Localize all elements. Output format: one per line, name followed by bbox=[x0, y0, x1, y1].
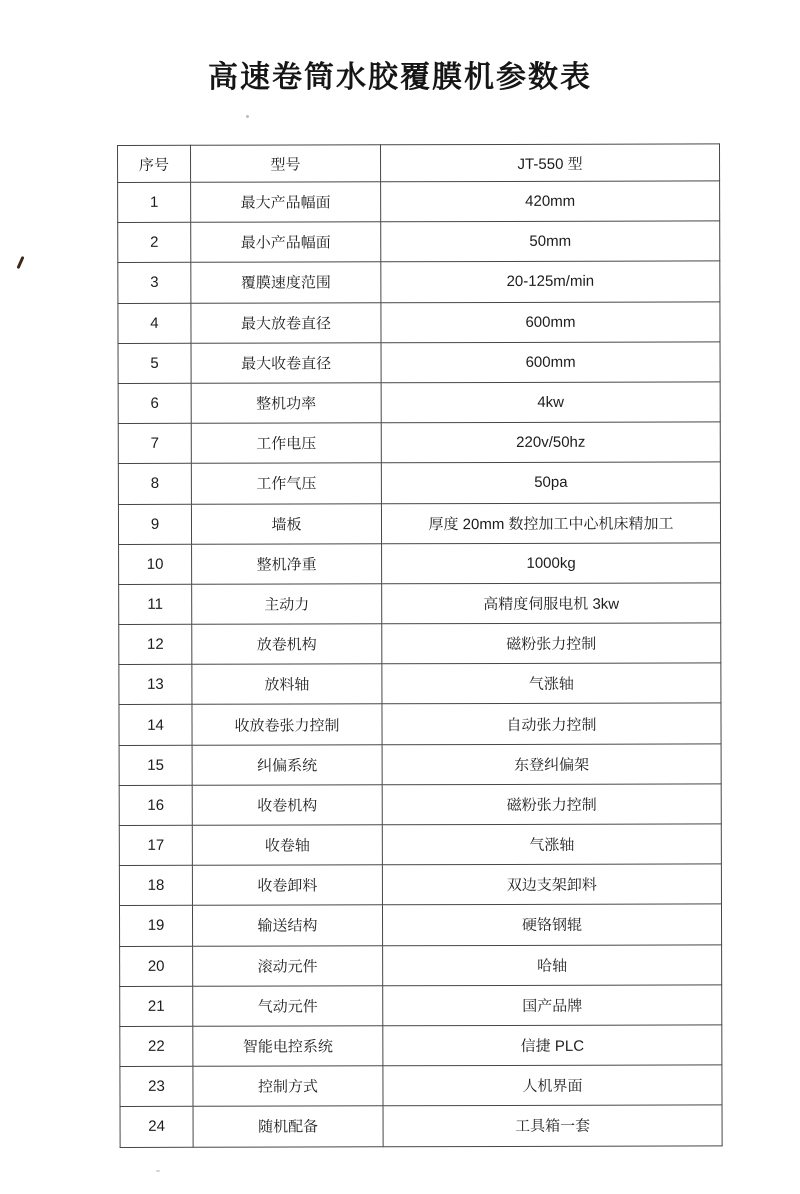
row-parameter-value: 50pa bbox=[381, 462, 720, 503]
table-row bbox=[119, 623, 721, 665]
table-row bbox=[119, 663, 721, 705]
row-parameter-name: 纠偏系统 bbox=[192, 744, 382, 785]
table-row bbox=[118, 221, 720, 263]
row-parameter-name: 工作气压 bbox=[191, 463, 381, 504]
row-parameter-value: 国产品牌 bbox=[383, 985, 722, 1026]
row-parameter-value: 哈轴 bbox=[383, 944, 722, 985]
header-model-value: JT-550 型 bbox=[381, 144, 720, 182]
row-serial-number: 23 bbox=[120, 1066, 193, 1106]
row-parameter-name: 整机净重 bbox=[192, 543, 382, 584]
row-serial-number: 16 bbox=[119, 785, 192, 825]
table-row bbox=[120, 985, 722, 1027]
row-serial-number: 4 bbox=[118, 303, 191, 343]
row-serial-number: 6 bbox=[118, 383, 191, 423]
row-parameter-value: 600mm bbox=[381, 301, 720, 342]
row-parameter-value: 600mm bbox=[381, 342, 720, 383]
table-row bbox=[119, 824, 721, 866]
row-serial-number: 15 bbox=[119, 745, 192, 785]
row-serial-number: 19 bbox=[119, 906, 192, 946]
row-parameter-value: 50mm bbox=[381, 221, 720, 262]
row-parameter-name: 气动元件 bbox=[193, 986, 383, 1027]
table-row bbox=[118, 422, 720, 464]
row-parameter-name: 智能电控系统 bbox=[193, 1026, 383, 1067]
row-parameter-value: 自动张力控制 bbox=[382, 703, 721, 744]
row-parameter-value: 人机界面 bbox=[383, 1065, 722, 1106]
row-parameter-value: 20-125m/min bbox=[381, 261, 720, 302]
row-parameter-value: 420mm bbox=[381, 181, 720, 222]
row-parameter-value: 信捷 PLC bbox=[383, 1025, 722, 1066]
dust-speck bbox=[246, 115, 249, 118]
table-row bbox=[119, 744, 721, 786]
table-row bbox=[119, 703, 721, 745]
table-row bbox=[118, 181, 720, 223]
table-row bbox=[120, 1065, 722, 1107]
table-body bbox=[118, 181, 723, 1147]
table-row bbox=[119, 583, 721, 625]
table-row bbox=[120, 1025, 722, 1067]
row-parameter-name: 输送结构 bbox=[192, 905, 382, 946]
row-serial-number: 9 bbox=[118, 504, 191, 544]
row-serial-number: 21 bbox=[120, 986, 193, 1026]
table-row bbox=[118, 382, 720, 424]
row-serial-number: 22 bbox=[120, 1026, 193, 1066]
table-row bbox=[118, 462, 720, 504]
row-parameter-value: 气涨轴 bbox=[382, 663, 721, 704]
row-serial-number: 17 bbox=[119, 825, 192, 865]
row-serial-number: 2 bbox=[118, 222, 191, 262]
row-serial-number: 10 bbox=[119, 544, 192, 584]
header-model: 型号 bbox=[191, 145, 381, 182]
row-parameter-name: 放料轴 bbox=[192, 664, 382, 705]
row-serial-number: 11 bbox=[119, 584, 192, 624]
table-row bbox=[119, 784, 721, 826]
row-serial-number: 12 bbox=[119, 624, 192, 664]
table-row bbox=[119, 904, 721, 946]
row-parameter-name: 随机配备 bbox=[193, 1106, 383, 1147]
table-row bbox=[118, 342, 720, 384]
row-parameter-name: 最小产品幅面 bbox=[191, 222, 381, 263]
dust-speck bbox=[156, 1170, 160, 1172]
row-parameter-name: 整机功率 bbox=[191, 383, 381, 424]
row-parameter-name: 主动力 bbox=[192, 584, 382, 625]
row-parameter-value: 1000kg bbox=[382, 543, 721, 584]
table-row bbox=[118, 502, 720, 544]
row-serial-number: 18 bbox=[119, 865, 192, 905]
table-row bbox=[120, 1105, 722, 1147]
row-parameter-value: 工具箱一套 bbox=[383, 1105, 722, 1146]
header-serial-number: 序号 bbox=[118, 145, 191, 182]
row-parameter-value: 硬铬钢辊 bbox=[382, 904, 721, 945]
row-serial-number: 1 bbox=[118, 182, 191, 222]
row-parameter-name: 收卷轴 bbox=[192, 825, 382, 866]
row-parameter-value: 东登纠偏架 bbox=[382, 744, 721, 785]
row-parameter-value: 高精度伺服电机 3kw bbox=[382, 583, 721, 624]
ink-mark bbox=[16, 256, 24, 269]
row-parameter-name: 工作电压 bbox=[191, 423, 381, 464]
row-parameter-value: 双边支架卸料 bbox=[382, 864, 721, 905]
row-parameter-name: 放卷机构 bbox=[192, 624, 382, 665]
row-serial-number: 7 bbox=[118, 423, 191, 463]
row-parameter-name: 最大产品幅面 bbox=[191, 182, 381, 223]
row-serial-number: 5 bbox=[118, 343, 191, 383]
row-parameter-name: 控制方式 bbox=[193, 1066, 383, 1107]
row-serial-number: 20 bbox=[120, 946, 193, 986]
row-serial-number: 14 bbox=[119, 705, 192, 745]
table-row bbox=[118, 261, 720, 303]
row-serial-number: 8 bbox=[118, 464, 191, 504]
parameter-table bbox=[117, 143, 723, 1147]
table-header-row bbox=[118, 144, 720, 183]
row-serial-number: 24 bbox=[120, 1107, 193, 1147]
row-parameter-value: 厚度 20mm 数控加工中心机床精加工 bbox=[381, 502, 720, 543]
row-parameter-name: 收放卷张力控制 bbox=[192, 704, 382, 745]
row-parameter-name: 最大收卷直径 bbox=[191, 343, 381, 384]
table-row bbox=[120, 944, 722, 986]
row-parameter-name: 最大放卷直径 bbox=[191, 302, 381, 343]
page-title: 高速卷筒水胶覆膜机参数表 bbox=[208, 61, 592, 94]
row-parameter-value: 磁粉张力控制 bbox=[382, 784, 721, 825]
row-parameter-name: 覆膜速度范围 bbox=[191, 262, 381, 303]
row-parameter-name: 收卷卸料 bbox=[192, 865, 382, 906]
row-serial-number: 3 bbox=[118, 263, 191, 303]
table-row bbox=[118, 301, 720, 343]
row-parameter-name: 滚动元件 bbox=[193, 945, 383, 986]
row-parameter-value: 磁粉张力控制 bbox=[382, 623, 721, 664]
row-parameter-value: 220v/50hz bbox=[381, 422, 720, 463]
row-serial-number: 13 bbox=[119, 665, 192, 705]
table-row bbox=[119, 864, 721, 906]
row-parameter-value: 气涨轴 bbox=[382, 824, 721, 865]
row-parameter-name: 墙板 bbox=[191, 503, 381, 544]
row-parameter-value: 4kw bbox=[381, 382, 720, 423]
table-row bbox=[119, 543, 721, 585]
row-parameter-name: 收卷机构 bbox=[192, 785, 382, 826]
